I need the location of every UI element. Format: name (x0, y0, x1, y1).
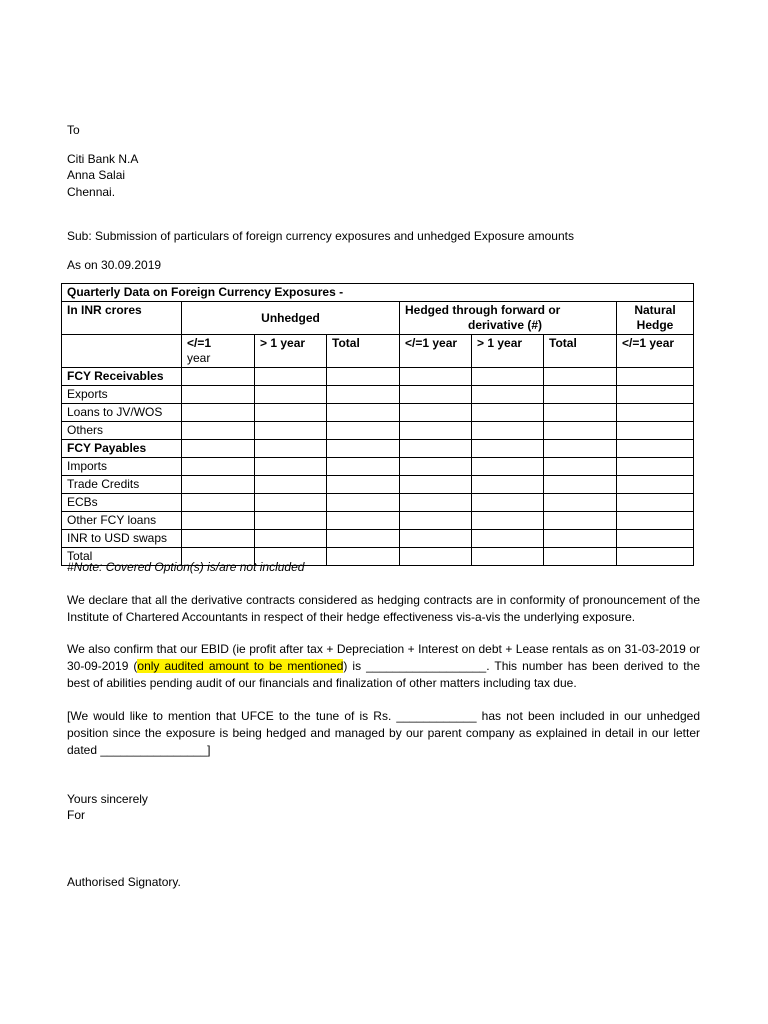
ebid-text-before: We also confirm that our EBID (ie profit after tax + Depreciation + Interest on debt + Lease rentals as on 31-03-2019 or 30-09-2019 ( (67, 642, 700, 673)
value-cell (400, 476, 472, 494)
value-cell (327, 476, 400, 494)
value-cell (472, 440, 544, 458)
value-cell (617, 512, 694, 530)
authorised-signatory: Authorised Signatory. (67, 875, 181, 889)
value-cell (400, 422, 472, 440)
closing-for: For (67, 808, 85, 822)
value-cell (617, 458, 694, 476)
value-cell (182, 368, 255, 386)
value-cell (544, 494, 617, 512)
value-cell (182, 494, 255, 512)
table-row (62, 368, 694, 386)
value-cell (255, 404, 327, 422)
hedged-gt1-header: > 1 year (472, 335, 544, 368)
value-cell (617, 386, 694, 404)
value-cell (182, 512, 255, 530)
table-sub-header-row (62, 335, 694, 368)
value-cell (472, 404, 544, 422)
value-cell (544, 404, 617, 422)
value-cell (255, 386, 327, 404)
hedged-header-line-1: Hedged through forward or (405, 303, 561, 317)
value-cell (617, 440, 694, 458)
value-cell (255, 458, 327, 476)
addressee-line-1: Citi Bank N.A (67, 152, 139, 166)
row-label: Trade Credits (62, 476, 182, 494)
value-cell (327, 512, 400, 530)
value-cell (255, 512, 327, 530)
value-cell (327, 386, 400, 404)
table-row (62, 530, 694, 548)
value-cell (617, 404, 694, 422)
exposure-table (61, 283, 694, 566)
ebid-text-after: ) is __________________. This number has been derived to the best of abilities pending audit of our financials and finalization of other matters including tax due. (67, 659, 700, 690)
value-cell (255, 440, 327, 458)
value-cell (400, 368, 472, 386)
natural-hedge-line-2: Hedge (636, 318, 674, 332)
as-on-date: As on 30.09.2019 (67, 258, 162, 272)
row-label: Total (62, 548, 182, 566)
value-cell (617, 530, 694, 548)
hedged-total-header: Total (544, 335, 617, 368)
unhedged-le1-line-1: </=1 (187, 336, 212, 350)
unhedged-header: Unhedged (182, 302, 400, 335)
value-cell (544, 548, 617, 566)
row-label: INR to USD swaps (62, 530, 182, 548)
unhedged-le1-header (182, 335, 255, 368)
value-cell (400, 494, 472, 512)
hedged-header (400, 302, 617, 335)
natural-hedge-line-1: Natural (634, 303, 676, 317)
sub-header-blank (62, 335, 182, 368)
table-row (62, 386, 694, 404)
value-cell (182, 440, 255, 458)
value-cell (544, 386, 617, 404)
value-cell (544, 440, 617, 458)
natural-hedge-header (617, 302, 694, 335)
value-cell (182, 404, 255, 422)
value-cell (544, 530, 617, 548)
value-cell (255, 476, 327, 494)
value-cell (327, 440, 400, 458)
value-cell (617, 422, 694, 440)
value-cell (182, 530, 255, 548)
value-cell (400, 440, 472, 458)
closing-sincerely: Yours sincerely (67, 792, 148, 806)
row-label: Imports (62, 458, 182, 476)
row-label: FCY Receivables (62, 368, 182, 386)
value-cell (472, 422, 544, 440)
addressee-line-2: Anna Salai (67, 168, 126, 182)
value-cell (400, 548, 472, 566)
value-cell (182, 476, 255, 494)
row-label: Loans to JV/WOS (62, 404, 182, 422)
value-cell (182, 458, 255, 476)
table-note: #Note: Covered Option(s) is/are not included (67, 560, 305, 574)
value-cell (327, 368, 400, 386)
value-cell (472, 476, 544, 494)
value-cell (255, 530, 327, 548)
value-cell (544, 368, 617, 386)
unhedged-total-header: Total (327, 335, 400, 368)
value-cell (472, 530, 544, 548)
value-cell (472, 548, 544, 566)
table-title: Quarterly Data on Foreign Currency Exposures - (62, 284, 694, 302)
value-cell (472, 512, 544, 530)
row-label: Other FCY loans (62, 512, 182, 530)
value-cell (617, 494, 694, 512)
table-row (62, 440, 694, 458)
value-cell (327, 530, 400, 548)
value-cell (617, 368, 694, 386)
unhedged-le1-line-2: year (187, 351, 211, 365)
value-cell (544, 476, 617, 494)
table-row (62, 404, 694, 422)
table-row (62, 458, 694, 476)
hedged-le1-header: </=1 year (400, 335, 472, 368)
value-cell (472, 458, 544, 476)
value-cell (400, 530, 472, 548)
value-cell (327, 458, 400, 476)
value-cell (400, 404, 472, 422)
table-row (62, 422, 694, 440)
value-cell (182, 422, 255, 440)
table-group-header-row (62, 302, 694, 335)
value-cell (544, 458, 617, 476)
unhedged-gt1-header: > 1 year (255, 335, 327, 368)
table-row (62, 494, 694, 512)
hedged-header-line-2: derivative (#) (468, 318, 543, 332)
value-cell (617, 548, 694, 566)
value-cell (544, 422, 617, 440)
declaration-paragraph: We declare that all the derivative contracts considered as hedging contracts are in conformity of pronouncement of the Institute of Chartered Accountants in respect of their hedge effectiveness vis-a-vis the underlying exposure. (67, 593, 700, 624)
value-cell (472, 386, 544, 404)
value-cell (327, 404, 400, 422)
table-title-row (62, 284, 694, 302)
row-label: FCY Payables (62, 440, 182, 458)
units-header: In INR crores (62, 302, 182, 335)
value-cell (617, 476, 694, 494)
value-cell (472, 368, 544, 386)
value-cell (327, 548, 400, 566)
value-cell (327, 422, 400, 440)
value-cell (400, 386, 472, 404)
value-cell (400, 458, 472, 476)
table-row (62, 512, 694, 530)
row-label: Exports (62, 386, 182, 404)
row-label: Others (62, 422, 182, 440)
value-cell (255, 422, 327, 440)
subject-line: Sub: Submission of particulars of foreign currency exposures and unhedged Exposure amounts (67, 229, 574, 243)
row-label: ECBs (62, 494, 182, 512)
natural-le1-header: </=1 year (617, 335, 694, 368)
value-cell (400, 512, 472, 530)
table-row (62, 476, 694, 494)
table-body (62, 368, 694, 566)
value-cell (327, 494, 400, 512)
value-cell (472, 494, 544, 512)
ebid-highlight: only audited amount to be mentioned (137, 659, 344, 673)
addressee-line-3: Chennai. (67, 185, 116, 199)
ufce-paragraph: [We would like to mention that UFCE to the tune of is Rs. ____________ has not been included in our unhedged position since the exposure is being hedged and managed by our parent company as explained in detail in our letter dated ________________] (67, 709, 700, 757)
to-label: To (67, 123, 80, 137)
value-cell (544, 512, 617, 530)
value-cell (255, 368, 327, 386)
value-cell (182, 386, 255, 404)
ebid-paragraph (67, 641, 700, 692)
value-cell (255, 494, 327, 512)
